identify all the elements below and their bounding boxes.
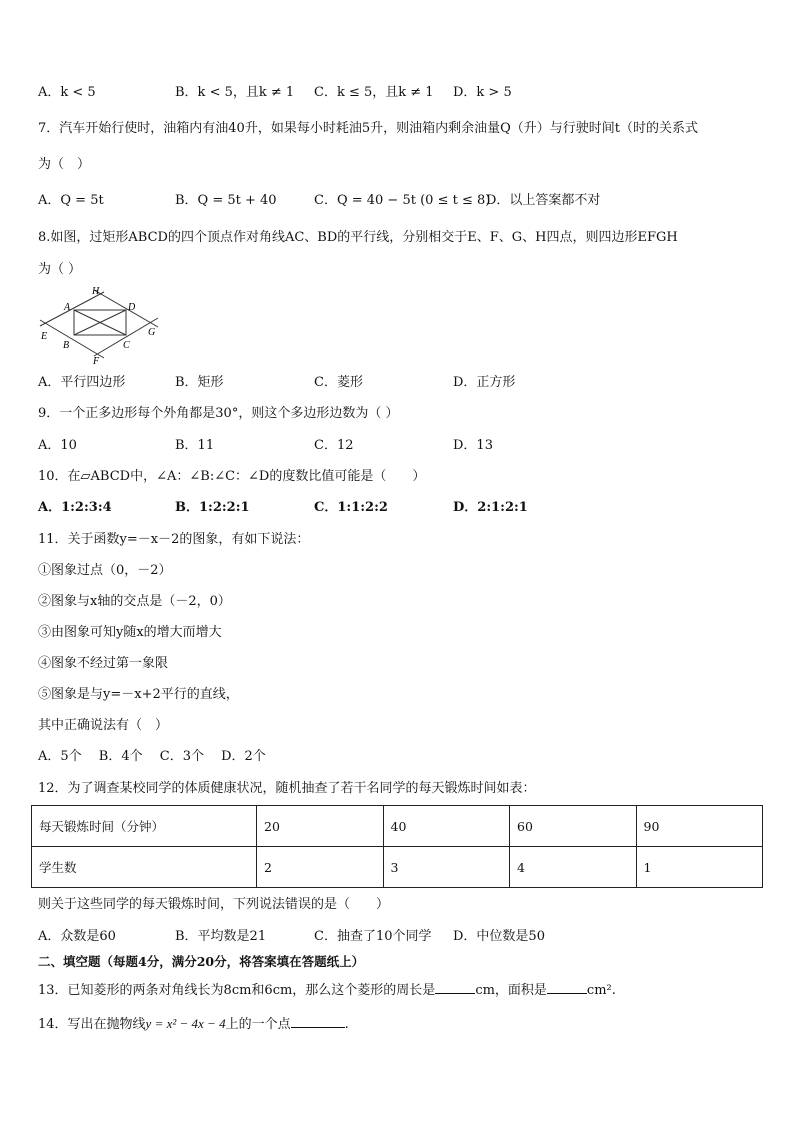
- q8-option-a: A．平行四边形: [38, 375, 126, 390]
- section-2-heading: 二、填空题（每题4分，满分20分，将答案填在答题纸上）: [38, 954, 365, 969]
- q9-stem: 9．一个正多边形每个外角都是30°，则这个多边形边数为（ ）: [38, 406, 399, 421]
- table-cell: 每天锻炼时间（分钟）: [32, 806, 257, 847]
- q11-statement-1: ①图象过点（0，－2）: [38, 563, 172, 578]
- q11-options: A．5个 B．4个 C．3个 D．2个: [38, 749, 266, 764]
- q12-stem: 12．为了调查某校同学的体质健康状况，随机抽查了若干名同学的每天锻炼时间如表：: [38, 781, 536, 796]
- table-cell: 1: [636, 847, 763, 888]
- table-cell: 3: [383, 847, 510, 888]
- label-g: G: [148, 327, 156, 338]
- label-h: H: [92, 286, 100, 297]
- q11-statement-4: ④图象不经过第一象限: [38, 656, 169, 671]
- q7-stem: 7．汽车开始行使时，油箱内有油40升，如果每小时耗油5升，则油箱内剩余油量Q（升）与行驶时间t（时的关系式: [38, 121, 698, 136]
- table-cell: 90: [636, 806, 763, 847]
- q11-statement-5: ⑤图象是与y=－x+2平行的直线，: [38, 687, 239, 702]
- q10-option-c: C．1:1:2:2: [314, 500, 388, 515]
- q13-text-1: 13．已知菱形的两条对角线长为8cm和6cm，那么这个菱形的周长是: [38, 983, 436, 998]
- q13-blank-area[interactable]: [547, 981, 587, 994]
- q12-option-c: C．抽查了10个同学: [314, 929, 432, 944]
- q10-option-a: A．1:2:3:4: [38, 500, 112, 515]
- label-d: D: [128, 302, 136, 313]
- q13: [38, 981, 616, 1000]
- label-b: B: [63, 340, 70, 351]
- q13-text-2: cm，面积是: [475, 983, 547, 998]
- q7-option-c: C．Q = 40 − 5t (0 ≤ t ≤ 8): [314, 193, 491, 208]
- q6-option-d: D．k > 5: [453, 85, 512, 100]
- q11-stem: 11．关于函数y=－x－2的图象，有如下说法：: [38, 532, 310, 547]
- q12-ask: 则关于这些同学的每天锻炼时间，下列说法错误的是（ ）: [38, 897, 390, 912]
- q9-option-d: D．13: [453, 438, 493, 453]
- q11-statement-2: ②图象与x轴的交点是（－2，0）: [38, 594, 231, 609]
- q8-stem: 8.如图，过矩形ABCD的四个顶点作对角线AC、BD的平行线，分别相交于E、F、G、H四点，则四边形EFGH: [38, 230, 678, 245]
- q13-text-3: cm².: [586, 983, 616, 998]
- q12-option-d: D．中位数是50: [453, 929, 545, 944]
- q9-option-a: A．10: [38, 438, 77, 453]
- q12-option-b: B．平均数是21: [175, 929, 267, 944]
- q9-option-b: B．11: [175, 438, 215, 453]
- q7-option-d: D．以上答案都不对: [486, 193, 601, 208]
- q8-option-b: B．矩形: [175, 375, 224, 390]
- label-c: C: [123, 340, 130, 351]
- q8-option-d: D．正方形: [453, 375, 516, 390]
- q6-option-b: B．k < 5，且k ≠ 1: [175, 85, 295, 100]
- q12-option-a: A．众数是60: [38, 929, 116, 944]
- exercise-time-table: [31, 805, 763, 888]
- q14-text-3: .: [344, 1017, 349, 1032]
- q14: [38, 1015, 349, 1034]
- label-e: E: [41, 331, 48, 342]
- q10-option-d: D．2:1:2:1: [453, 500, 528, 515]
- q11-ask: 其中正确说法有（ ）: [38, 718, 169, 733]
- table-cell: 40: [383, 806, 510, 847]
- table-cell: 60: [510, 806, 637, 847]
- q8-option-c: C．菱形: [314, 375, 363, 390]
- q14-blank-point[interactable]: [291, 1015, 345, 1028]
- table-row: [32, 806, 763, 847]
- q14-text-2: 上的一个点: [225, 1017, 291, 1032]
- table-cell: 4: [510, 847, 637, 888]
- q14-formula: y = x² − 4x − 4: [145, 1016, 226, 1031]
- label-f: F: [93, 356, 100, 364]
- table-cell: 20: [257, 806, 384, 847]
- q13-blank-perimeter[interactable]: [435, 981, 475, 994]
- q7-option-a: A．Q = 5t: [38, 193, 104, 208]
- q8-figure: [36, 282, 162, 364]
- label-a: A: [64, 302, 71, 313]
- q10-option-b: B．1:2:2:1: [175, 500, 250, 515]
- q7-stem-continued: 为（ ）: [38, 157, 91, 172]
- table-cell: 2: [257, 847, 384, 888]
- q14-text-1: 14．写出在抛物线: [38, 1017, 146, 1032]
- table-row: [32, 847, 763, 888]
- q6-option-c: C．k ≤ 5，且k ≠ 1: [314, 85, 434, 100]
- q9-option-c: C．12: [314, 438, 354, 453]
- line-eh: [40, 292, 104, 326]
- q6-option-a: A．k < 5: [38, 85, 96, 100]
- table-cell: 学生数: [32, 847, 257, 888]
- q7-option-b: B．Q = 5t + 40: [175, 193, 277, 208]
- q8-stem-continued: 为（ ）: [38, 262, 82, 277]
- q11-statement-3: ③由图象可知y随x的增大而增大: [38, 625, 222, 640]
- q10-stem: 10．在▱ABCD中，∠A：∠B:∠C：∠D的度数比值可能是（ ）: [38, 469, 426, 484]
